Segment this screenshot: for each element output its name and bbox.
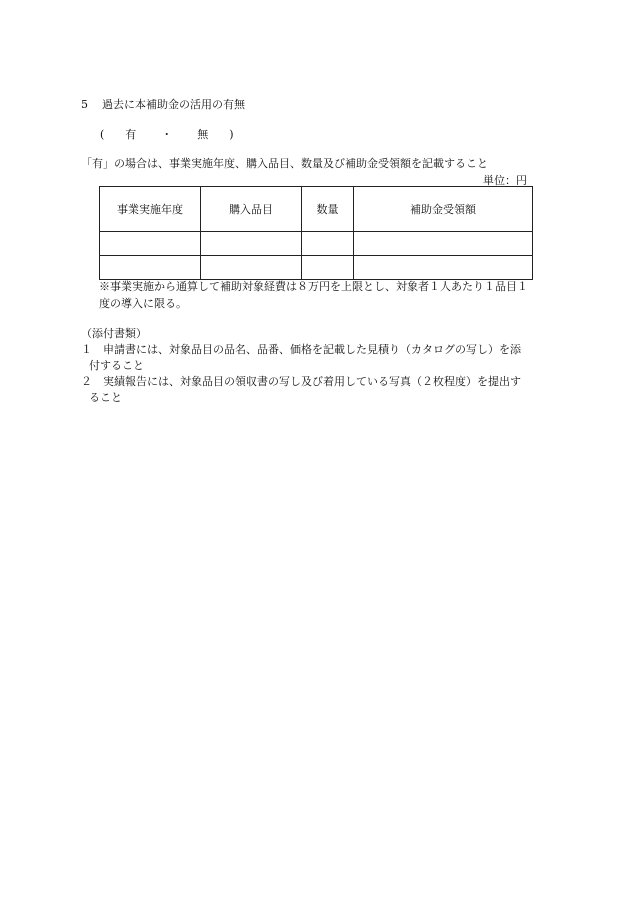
history-table [99, 186, 533, 280]
header-fiscal-year: 事業実施年度 [100, 187, 201, 232]
header-item: 購入品目 [201, 187, 302, 232]
table-header-row [100, 187, 533, 232]
header-subsidy-amount: 補助金受領額 [354, 187, 533, 232]
table-row [100, 232, 533, 256]
list-item [81, 374, 521, 406]
footnote-line-2: 度の導入に限る。 [99, 297, 187, 310]
section-title [81, 96, 245, 112]
cell-fiscal-year[interactable] [100, 256, 201, 280]
paren-close: ) [229, 128, 234, 141]
cell-item[interactable] [201, 256, 302, 280]
footnote-line-1: ※事業実施から通算して補助対象経費は８万円を上限とし、対象者１人あたり１品目１ [99, 280, 528, 293]
attachments-list [81, 342, 521, 406]
cell-subsidy-amount[interactable] [354, 232, 533, 256]
choice-separator: ・ [161, 128, 173, 141]
attachments-heading: （添付書類） [81, 327, 147, 340]
item-text-line-1: 申請書には、対象品目の品名、品番、価格を記載した見積り（カタログの写し）を添 [103, 343, 521, 356]
footnote [99, 278, 528, 312]
paren-open: ( [100, 128, 105, 141]
instruction-text: 「有」の場合は、事業実施年度、購入品目、数量及び補助金受領額を記載すること [81, 157, 488, 170]
cell-item[interactable] [201, 232, 302, 256]
header-quantity: 数量 [302, 187, 354, 232]
section-number: 5 [81, 98, 88, 111]
list-item [81, 342, 521, 374]
item-text-line-2: 付すること [89, 359, 144, 372]
choice-no: 無 [197, 128, 209, 141]
table-row [100, 256, 533, 280]
cell-fiscal-year[interactable] [100, 232, 201, 256]
cell-subsidy-amount[interactable] [354, 256, 533, 280]
unit-label: 単位：円 [483, 174, 527, 187]
cell-quantity[interactable] [302, 256, 354, 280]
cell-quantity[interactable] [302, 232, 354, 256]
item-text-line-2: ること [89, 391, 122, 404]
item-number: １ [81, 343, 92, 356]
choice-yes: 有 [125, 128, 137, 141]
item-number: ２ [81, 375, 92, 388]
item-text-line-1: 実績報告には、対象品目の領収書の写し及び着用している写真（２枚程度）を提出す [103, 375, 521, 388]
yes-no-choice [100, 126, 234, 142]
section-title-text: 過去に本補助金の活用の有無 [102, 98, 245, 111]
